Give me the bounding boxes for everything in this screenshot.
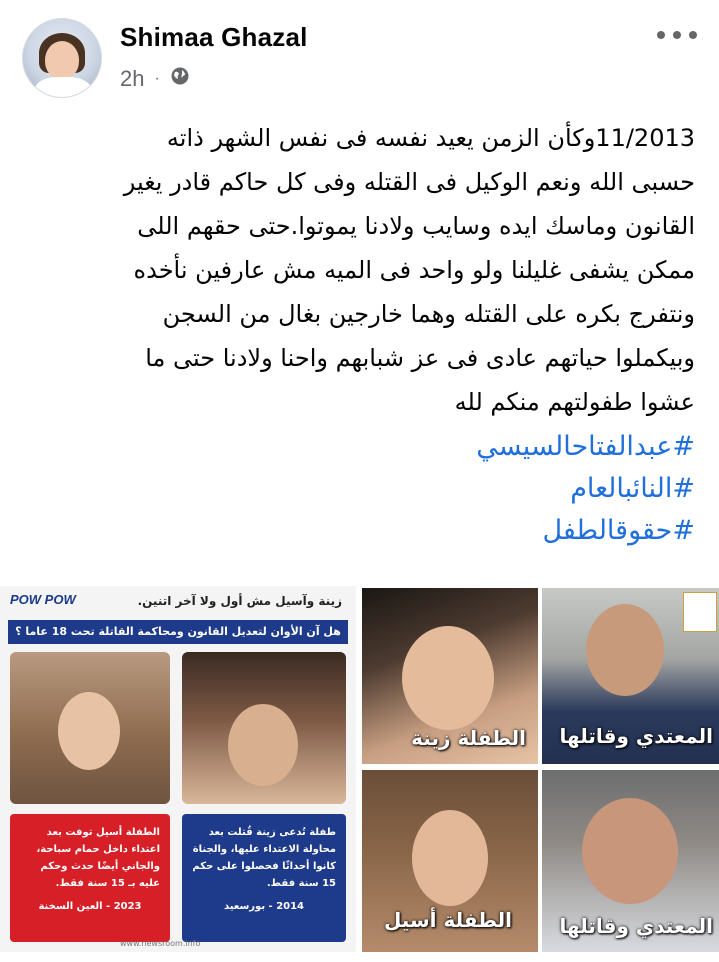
hashtags [476,426,695,552]
post-line: ونتفرج بكره على القتله وهما خارجين بغال من السجن [162,300,695,328]
more-dot [689,31,697,39]
author-name[interactable]: Shimaa Ghazal [120,22,308,52]
aseel-thumbnail [10,652,170,804]
more-dot [673,31,681,39]
zaina-story [182,814,346,942]
aseel-photo[interactable] [362,770,538,952]
infographic-banner: هل آن الأوان لتعديل القانون ومحاكمة القاتلة تحت 18 عاما ؟ [8,620,348,644]
zaina-photo[interactable] [362,588,538,764]
aseel-story-text: الطفلة أسيل توفت بعد اعتداء داخل حمام سباحة، والجاني أيضًا حدث وحكم عليه بـ 15 سنة فقط. [36,827,160,889]
author-avatar[interactable] [22,18,102,98]
post-meta [120,66,190,92]
face-shape [58,692,120,770]
man1-photo[interactable] [542,588,719,764]
channel-badge-icon [683,592,717,632]
photo-caption: الطفلة أسيل [383,908,512,932]
face-shape [412,810,488,906]
aseel-story [10,814,170,942]
zaina-thumbnail [182,652,346,804]
post-text [15,116,695,424]
face-shape [402,626,494,730]
post-line: القانون وماسك ايده وسايب ولادنا يموتوا.حتى حقهم اللى [137,212,695,240]
face-shape [228,704,298,786]
photo-caption: المعتدي وقاتلها [559,724,713,748]
zaina-story-text: طفلة تُدعى زينة قُتلت بعد محاولة الاعتداء عليها، والجناة كانوا أحداثًا فحصلوا على حكم 15 سنة فقط. [192,827,336,889]
more-horizontal-icon[interactable] [657,22,697,48]
globe-icon[interactable] [170,66,190,92]
post-line: حسبى الله ونعم الوكيل فى القتله وفى كل حاكم قادر يغير [123,168,695,196]
photo-caption: المعتدي وقاتلها [559,914,713,938]
infographic-logo: POW POW [10,592,76,607]
post-line: 11/2013وكأن الزمن يعيد نفسه فى نفس الشهر ذاته [166,124,695,152]
more-dot [657,31,665,39]
man2-photo[interactable] [542,770,719,952]
infographic-footer: www.newsroom.info [120,939,201,948]
post-line: عشوا طفولتهم منكم لله [454,388,695,416]
post-time[interactable]: 2h [120,66,145,91]
photo-grid [0,586,719,952]
infographic-title: زينة وآسيل مش أول ولا آخر اتنين. [137,594,342,608]
zaina-story-footer: 2014 - بورسعيد [223,901,305,912]
photo-caption: الطفلة زينة [411,726,526,750]
post-line: ممكن يشفى غليلنا ولو واحد فى الميه مش عارفين نأخده [133,256,695,284]
avatar-body [35,77,91,98]
avatar-face [45,41,79,79]
separator-dot: · [154,70,160,87]
infographic-photo[interactable] [0,586,356,952]
face-shape [582,798,678,904]
post-line: وبيكملوا حياتهم عادى فى عز شبابهم واحنا ولادنا حتى ما [145,344,695,372]
face-shape [586,604,664,696]
hashtag-link[interactable]: #حقوقالطفل [542,515,695,546]
aseel-story-footer: 2023 - العين السخنة [38,901,142,912]
hashtag-link[interactable]: #عبدالفتاحالسيسي [476,431,695,462]
hashtag-link[interactable]: #النائبالعام [570,473,695,504]
